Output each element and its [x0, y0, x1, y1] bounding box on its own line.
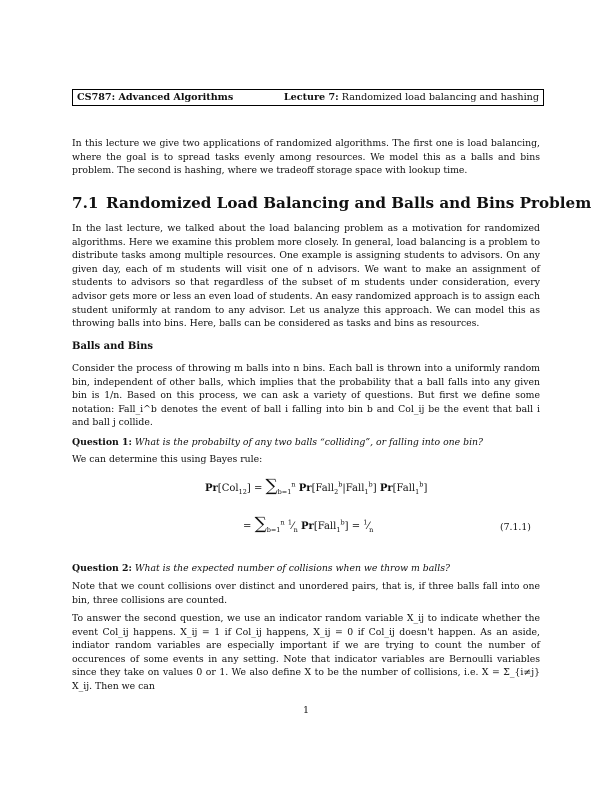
lecture-header [72, 89, 544, 106]
course-title: CS787: Advanced Algorithms [77, 92, 234, 103]
lecture-label: Lecture 7: [283, 92, 339, 103]
question-1-text: What is the probabilty of any two balls “colliding”, or falling into one bin? [134, 437, 484, 448]
bayes-line: We can determine this using Bayes rule: [72, 454, 263, 465]
note-paragraph: Note that we count collisions over distinct and unordered pairs, that is, if three balls fall into one bin, three collisions are counted. [72, 581, 540, 606]
question-2-label: Question 2: [72, 563, 132, 574]
section-paragraph: In the last lecture, we talked about the load balancing problem as a motivation for randomized algorithms. Here we examine this problem more closely. In general, load balancing is a problem to distribute tasks among multiple resources. One example is assigning students to advisors. On any given day, each of m students will visit one of n advisors. We want to make an assignment of students to advisors so that regardless of the subset of m students under consideration, every advisor gets more or less an even load of students. An easy randomized approach is to assign each student uniformly at random to any advisor. Let us analyze this approach. We can model this as throwing balls into bins. Here, balls can be considered as tasks and bins as resources. [72, 223, 540, 330]
subsection-heading: Balls and Bins [72, 341, 154, 352]
question-2-text: What is the expected number of collisions when we throw m balls? [134, 563, 450, 574]
answer-paragraph: To answer the second question, we use an indicator random variable X_ij to indicate whether the event Col_ij happens. X_ij = 1 if Col_ij happens, X_ij = 0 if Col_ij doesn't happen. As an aside, indiator random variables are especially important if we are trying to count the number of occurences of some events in any setting. Note that indicator variables are Bernoulli variables since they take on values 0 or 1. We also define X to be the number of collisions, i.e. X = Σ_{i≠j} X_ij. Then we can [72, 613, 540, 692]
question-2 [72, 562, 542, 575]
lecture-topic: Randomized load balancing and hashing [341, 92, 539, 103]
equation-line-2: = $\sum_{b=1}^n$ $^1⁄_n$ Pr[Fall$_1^b$] = $^1⁄_n$ [243, 514, 374, 534]
intro-paragraph: In this lecture we give two applications of randomized algorithms. The first one is load balancing, where the goal is to spread tasks evenly among resources. We model this as a balls and bins problem. The second is hashing, where we tradeoff storage space with lookup time. [72, 138, 540, 177]
section-title: Randomized Load Balancing and Balls and Bins Problem [106, 194, 592, 212]
lecture-title [284, 90, 539, 105]
balls-bins-paragraph: Consider the process of throwing m balls into n bins. Each ball is thrown into a uniformly random bin, independent of other balls, which implies that the probability that a ball falls into any given bin is 1/n. Based on this process, we can ask a variety of questions. But first we define some notation: Fall_i^b denotes the event of ball i falling into bin b and Col_ij be the event that ball i and ball j collide. [72, 363, 540, 429]
section-number: 7.1 [72, 194, 99, 212]
page-number: 1 [302, 705, 310, 716]
question-1 [72, 436, 542, 449]
equation-line-1: $Pr[Col_{12}] = \sum_{b=1}^n$ Pr[Fall$_2^b$|Fall$_1^b$] Pr[Fall$_1^b$] [205, 476, 428, 496]
section-heading [72, 193, 592, 213]
question-1-label: Question 1: [72, 437, 132, 448]
equation-number: (7.1.1) [500, 522, 531, 533]
